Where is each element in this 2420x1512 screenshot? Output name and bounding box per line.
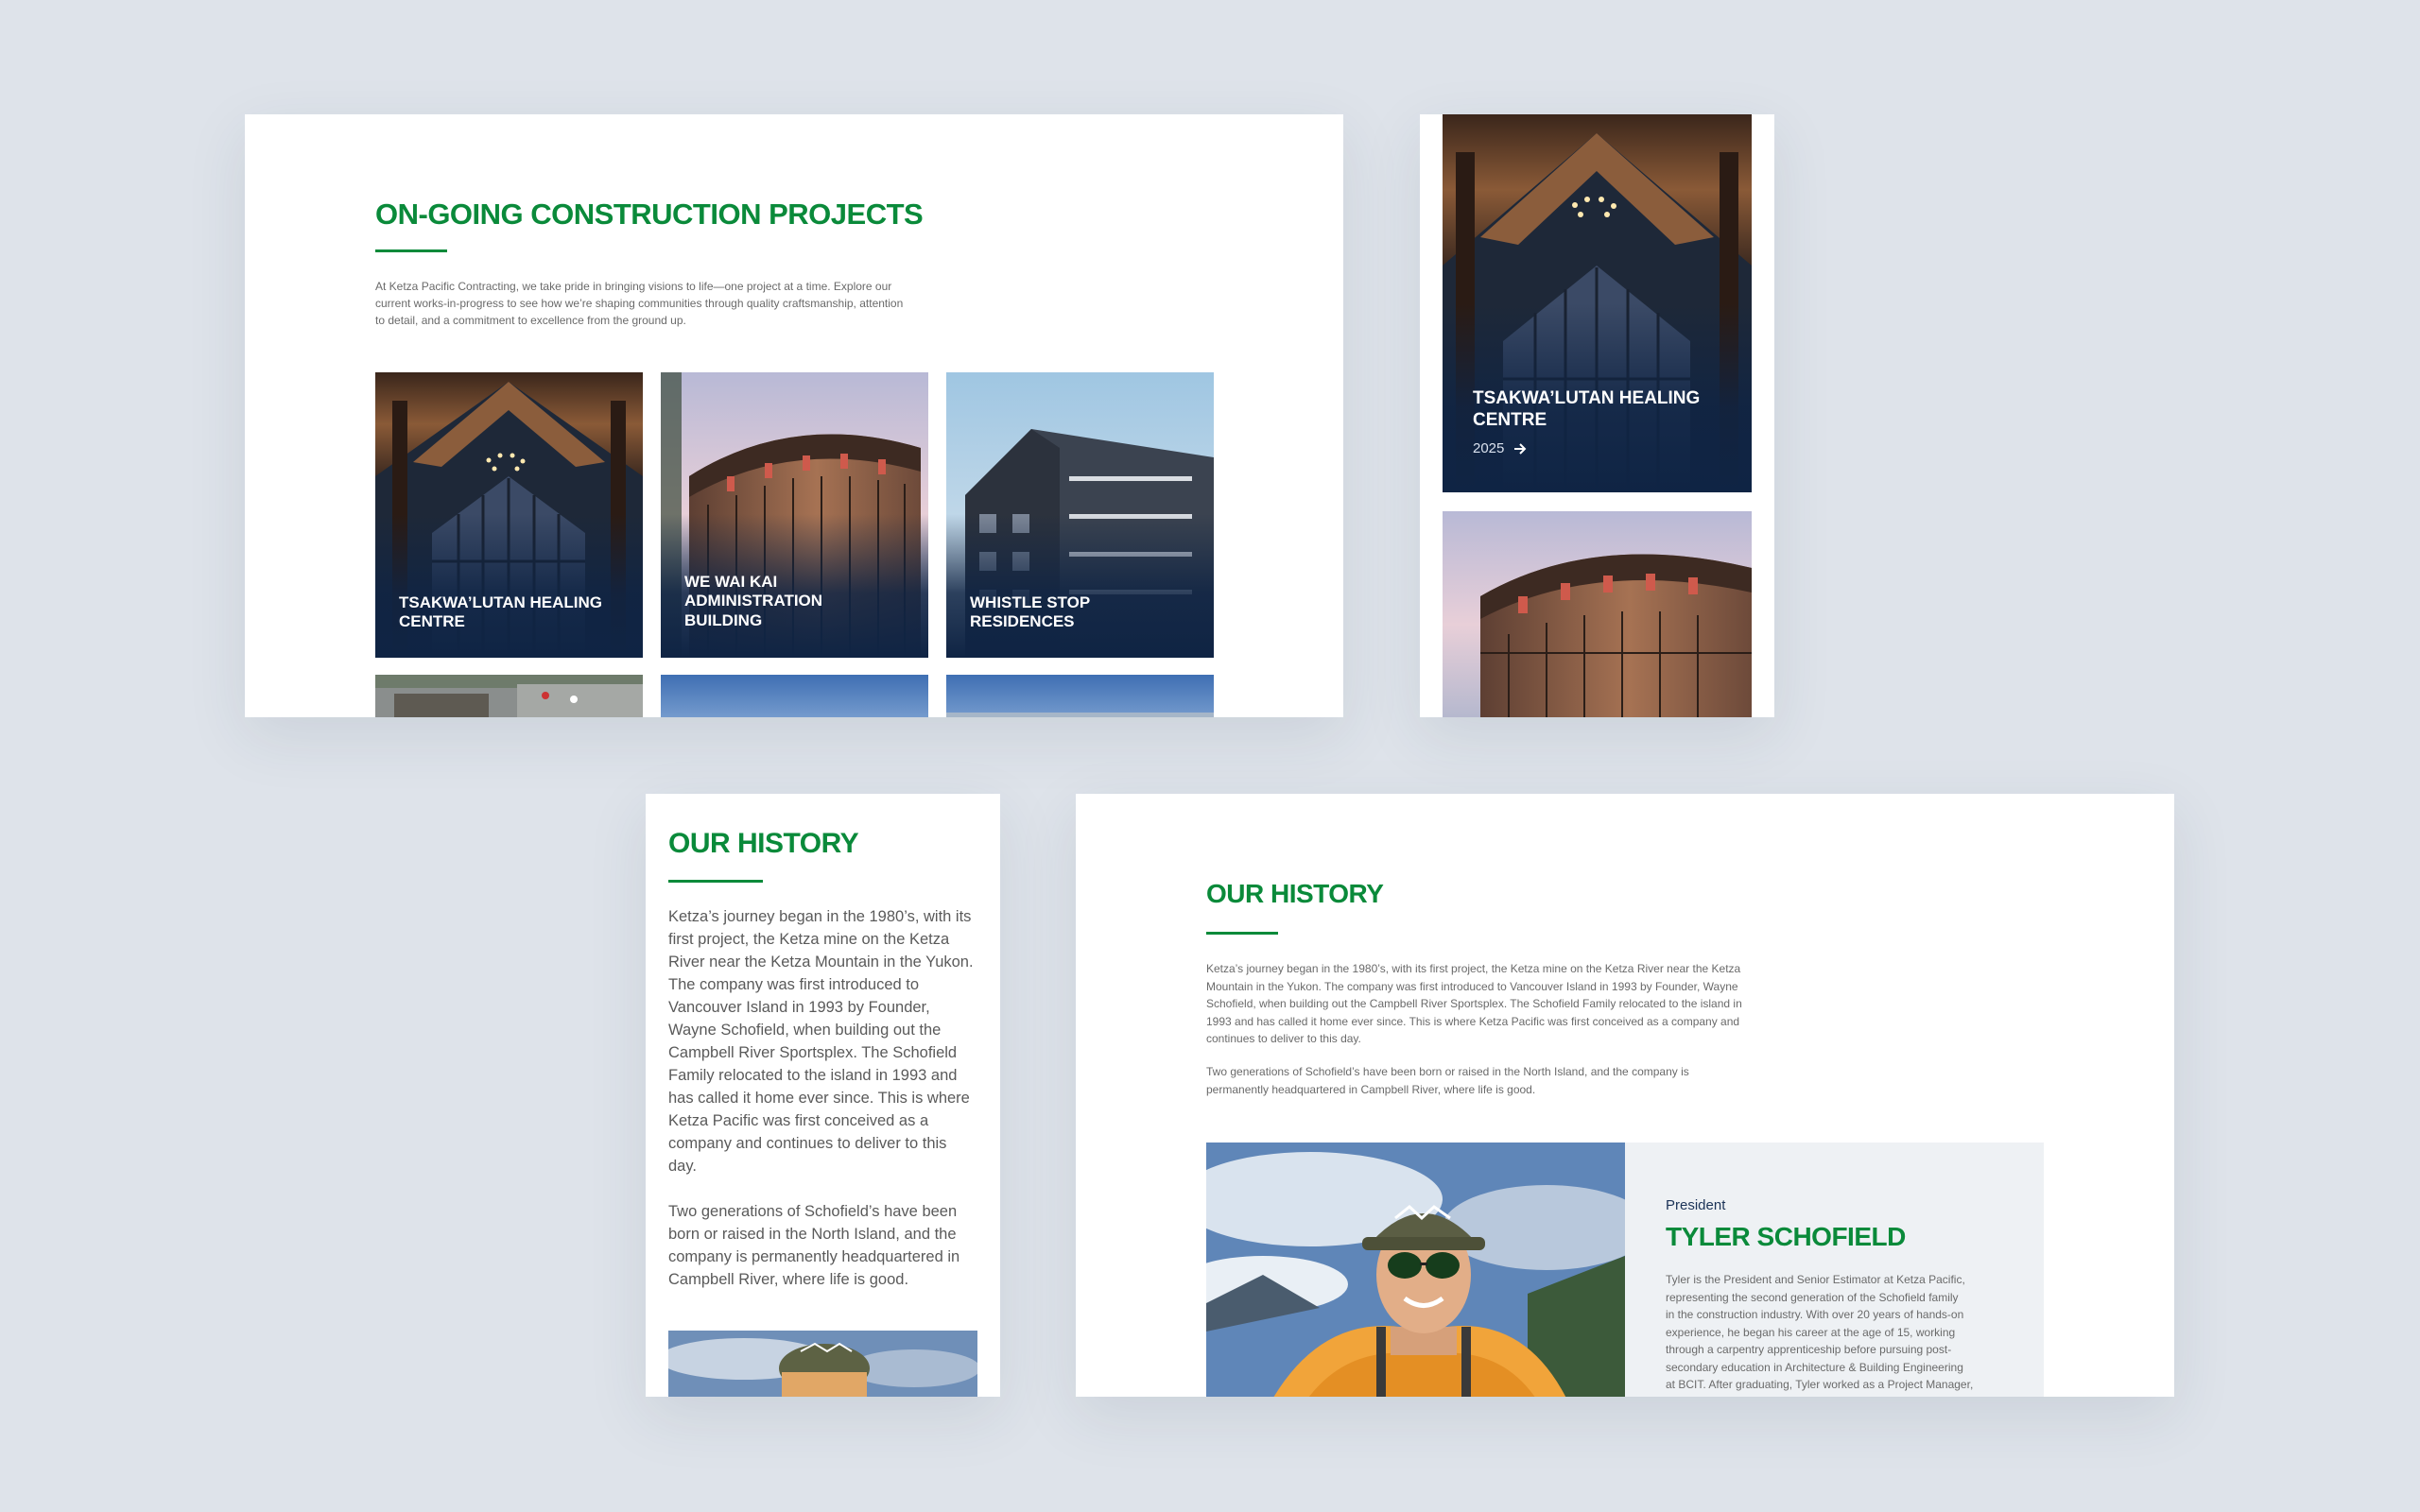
project-card-row2-3[interactable] [946, 675, 1214, 717]
history-paragraph-1: Ketza’s journey began in the 1980’s, with its first project, the Ketza mine on the Ketza River near the Ketza Mountain in the Yukon. The company was first introduced to Vancouver Island in 1993 by Founder, Wayne Schofield, when building out the Campbell River Sportsplex. The Schofield Family relocated to the island in 1993 and has called it home ever since. This is where Ketza Pacific was first conceived as a company and continues to deliver to this day. [668, 908, 974, 1175]
history-desktop-panel [1076, 794, 2174, 1397]
projects-desktop-panel [245, 114, 1343, 717]
title-underline [1206, 932, 1278, 935]
project-image [661, 675, 928, 717]
person-photo [668, 1331, 977, 1397]
project-image [375, 675, 643, 717]
section-title: ON-GOING CONSTRUCTION PROJECTS [375, 198, 924, 231]
project-year: 2025 [1473, 440, 1527, 456]
person-photo [1206, 1143, 1625, 1397]
project-card-title: WHISTLE STOP RESIDENCES [970, 593, 1091, 631]
project-card-we-wai-kai-mobile[interactable] [1443, 511, 1752, 717]
project-card-we-wai-kai[interactable] [661, 372, 928, 658]
person-role: President [1666, 1197, 1726, 1213]
section-title: OUR HISTORY [1206, 879, 1384, 908]
project-card-row2-2[interactable] [661, 675, 928, 717]
project-image [946, 675, 1214, 717]
title-underline [668, 880, 763, 883]
person-bio: Tyler is the President and Senior Estimator at Ketza Pacific, representing the second generation of the Schofield family in the construction industry. With over 20 years of hands-on experience, he began his career at the age of 15, working through a carpentry apprenticeship before pursuing post- secondary education in Architecture & Building Engineering at BCIT. After graduating, Tyler worked as a Project Manager, [1666, 1273, 1974, 1391]
history-paragraph-1: Ketza’s journey began in the 1980’s, with its first project, the Ketza mine on the Ketza River near the Ketza Mountain in the Yukon. The company was first introduced to Vancouver Island in 1993 by Founder, Wayne Schofield, when building out the Campbell River Sportsplex. The Schofield Family relocated to the island in 1993 and has called it home ever since. This is where Ketza Pacific was first conceived as a company and continues to deliver to this day. [1206, 962, 1742, 1045]
projects-mobile-panel [1420, 114, 1774, 717]
project-card-title: TSAKWA’LUTAN HEALING CENTRE [1473, 388, 1701, 430]
profile-card [1206, 1143, 2044, 1397]
history-mobile-panel [646, 794, 1000, 1397]
title-underline [375, 249, 447, 252]
project-card-title: TSAKWA’LUTAN HEALING CENTRE [399, 593, 603, 631]
history-paragraph-2: Two generations of Schofield’s have been born or raised in the North Island, and the company is permanently headquartered in Campbell River, where life is good. [668, 1203, 960, 1288]
project-image [1443, 511, 1752, 717]
person-name: TYLER SCHOFIELD [1666, 1222, 1906, 1251]
project-card-row2-1[interactable] [375, 675, 643, 717]
project-card-tsakwalutan-mobile[interactable] [1443, 114, 1752, 492]
project-card-title: WE WAI KAI ADMINISTRATION BUILDING [684, 573, 823, 629]
project-image [1443, 114, 1752, 492]
history-paragraph-2: Two generations of Schofield’s have been born or raised in the North Island, and the company is permanently headquartered in Campbell River, where life is good. [1206, 1065, 1689, 1096]
project-card-whistle-stop[interactable] [946, 372, 1214, 658]
intro-text: At Ketza Pacific Contracting, we take pride in bringing visions to life—one project at a time. Explore our current works-in-progress to see how we’re shaping communities through quality craftsmanship, attention to detail, and a commitment to excellence from the ground up. [375, 280, 904, 327]
project-card-tsakwalutan[interactable] [375, 372, 643, 658]
section-title: OUR HISTORY [668, 828, 859, 859]
arrow-right-icon[interactable] [1513, 443, 1527, 455]
